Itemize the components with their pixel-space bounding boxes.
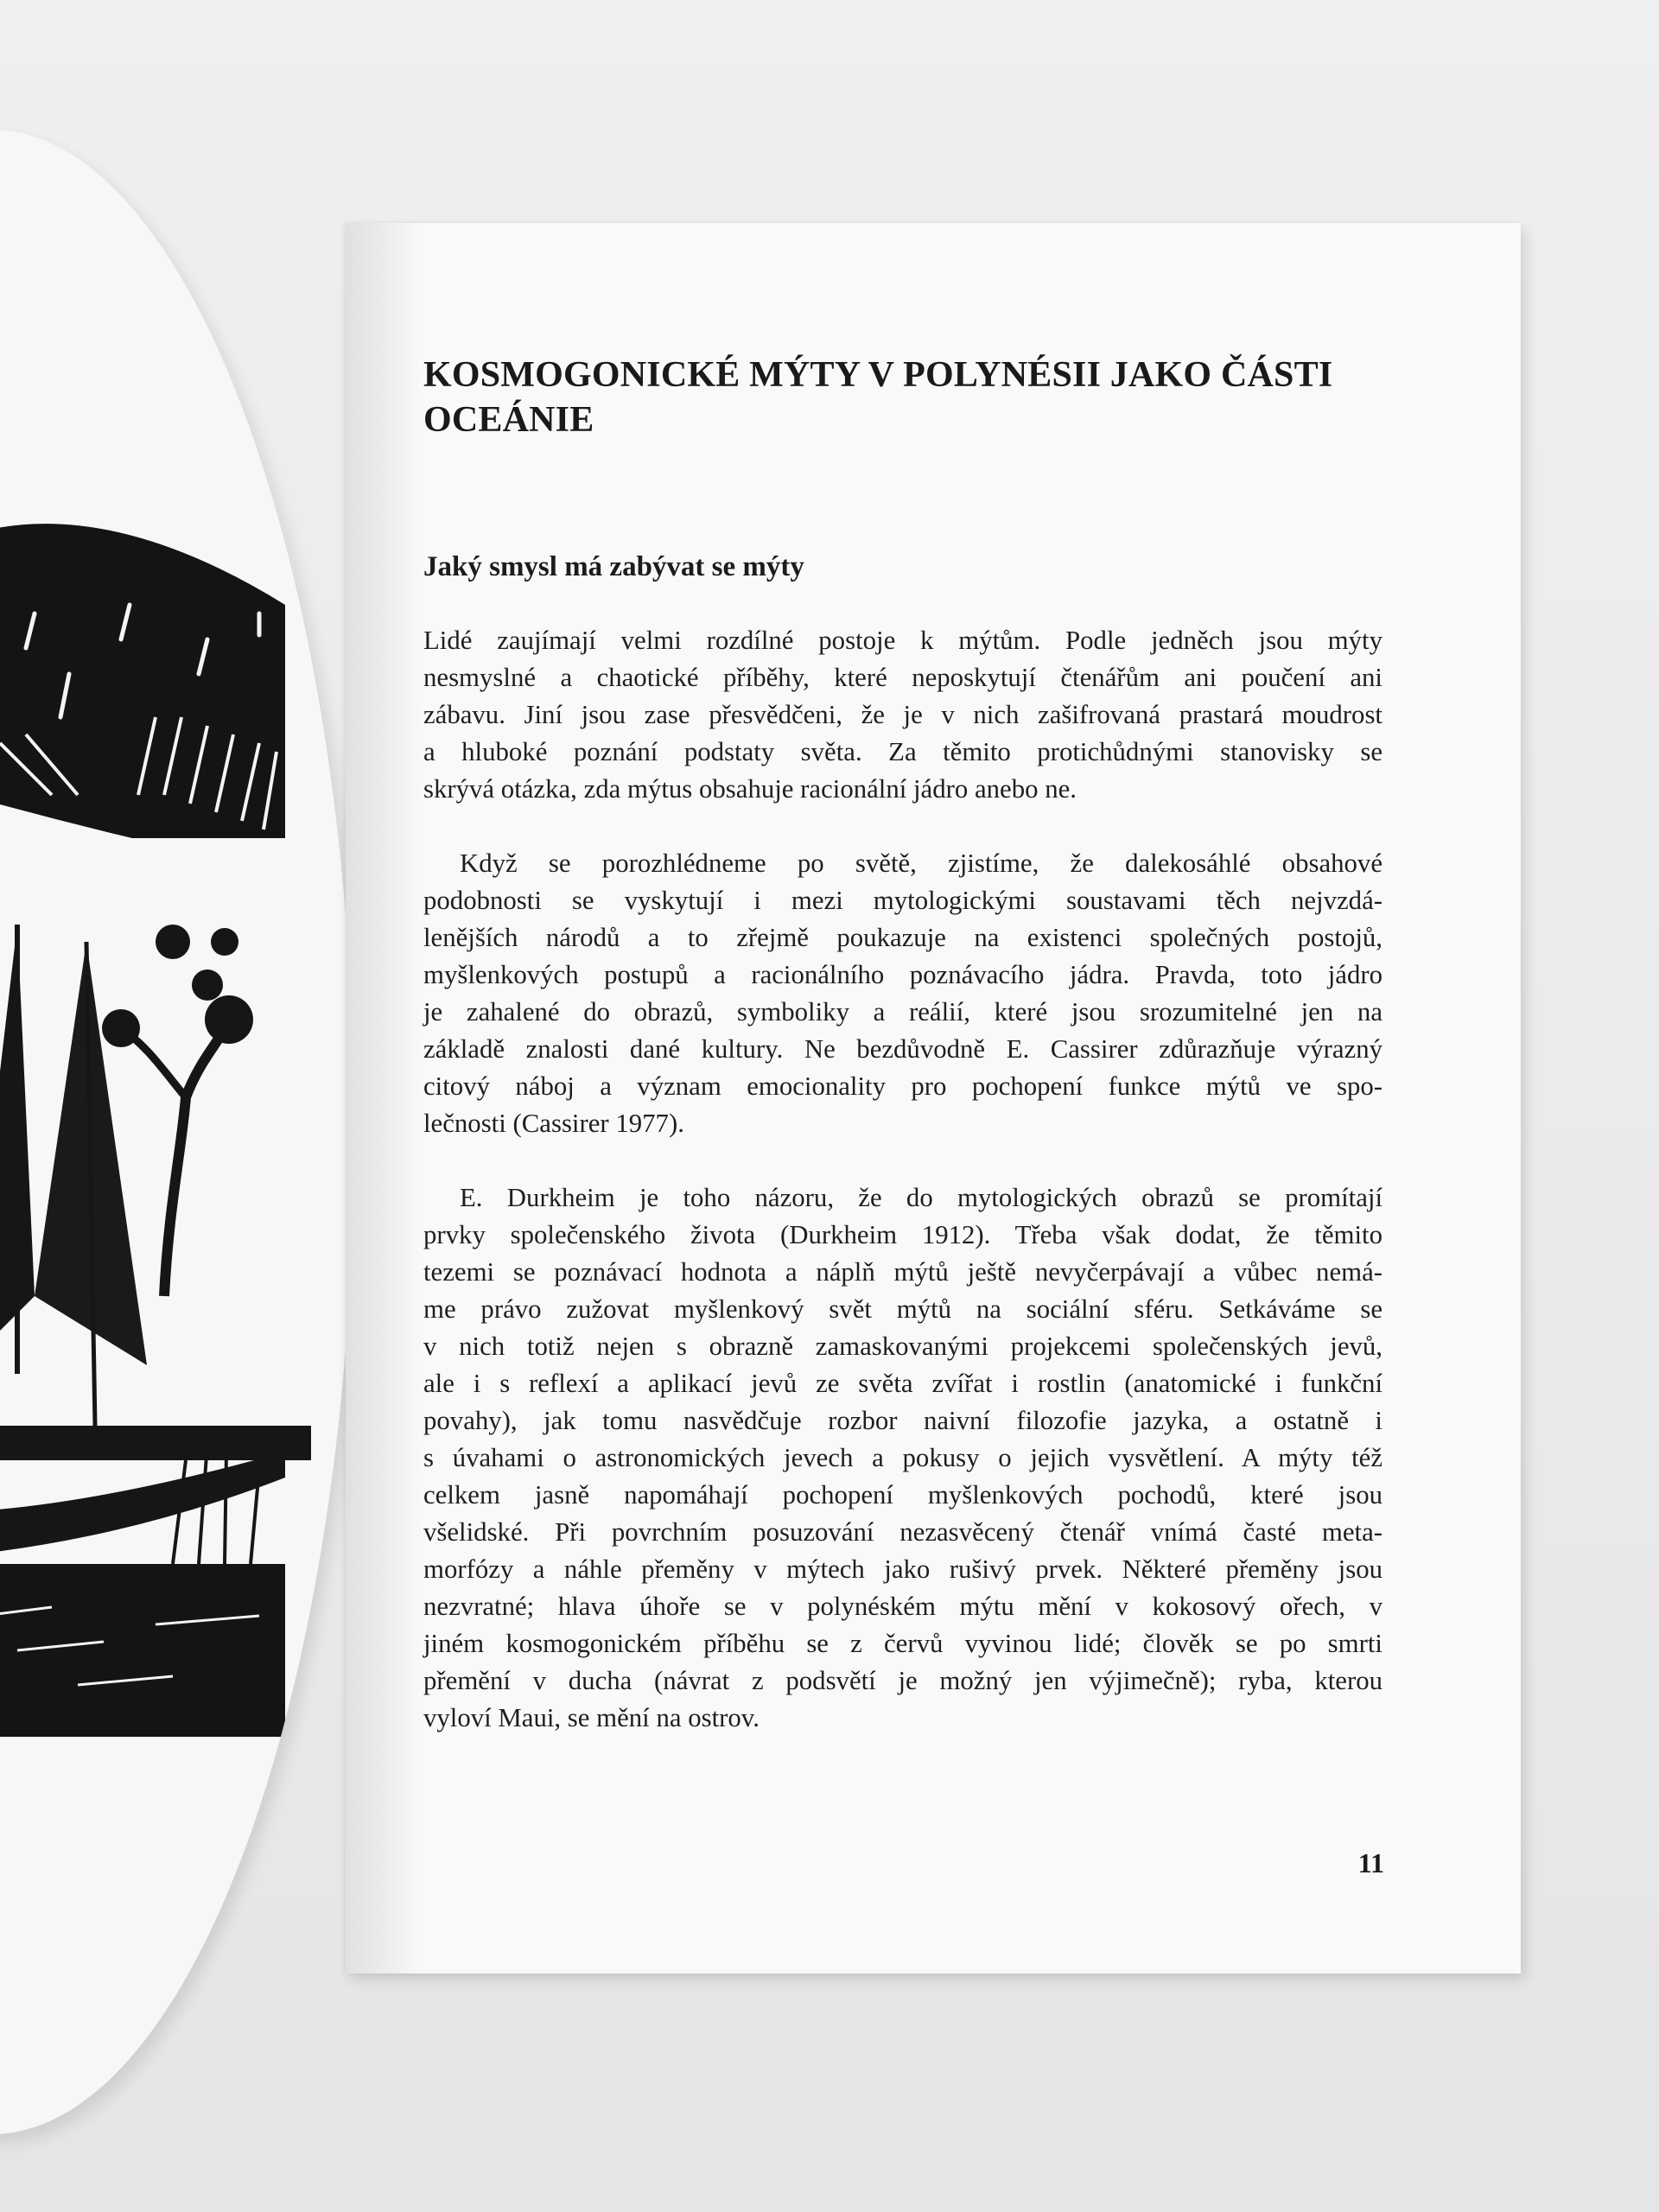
paragraph-3 [423,1179,1382,1737]
text-line: přemění v ducha (návrat z podsvětí je možný jen výjimečně); ryba, kterou [423,1666,1382,1695]
chapter-title-line-2: OCEÁNIE [423,400,594,440]
text-line: lečnosti (Cassirer 1977). [423,1109,684,1138]
text-line: základě znalosti dané kultury. Ne bezdůvodně E. Cassirer zdůrazňuje výrazný [423,1034,1382,1064]
text-line: E. Durkheim je toho názoru, že do mytologických obrazů se promítají [460,1183,1382,1212]
chapter-title [423,353,1374,442]
paragraph-1 [423,622,1382,808]
text-line: zábavu. Jiní jsou zase přesvědčeni, že je v nich zašifrovaná prastará moudrost [423,700,1382,729]
page-number: 11 [1357,1847,1384,1878]
woodcut-boat-and-palm-image [0,389,311,1771]
text-line: nezvratné; hlava úhoře se v polynéském mýtu mění v kokosový ořech, v [423,1592,1382,1621]
text-line: v nich totiž nejen s obrazně zamaskovanými projekcemi společenských jevů, [423,1332,1382,1361]
section-heading: Jaký smysl má zabývat se mýty [423,551,804,582]
text-line: všelidské. Při povrchním posuzování nezasvěcený čtenář vnímá časté meta- [423,1517,1382,1547]
text-line: Lidé zaujímají velmi rozdílné postoje k mýtům. Podle jedněch jsou mýty [423,626,1382,655]
text-line: skrývá otázka, zda mýtus obsahuje racionální jádro anebo ne. [423,774,1077,804]
text-line: jiném kosmogonickém příběhu se z červů vyvinou lidé; člověk se po smrti [423,1629,1382,1658]
text-line: citový náboj a význam emocionality pro pochopení funkce mýtů ve spo- [423,1071,1382,1101]
text-line: nesmyslné a chaotické příběhy, které neposkytují čtenářům ani poučení ani [423,663,1382,692]
text-line: a hluboké poznání podstaty světa. Za těmito protichůdnými stanovisky se [423,737,1382,766]
text-line: lenějších národů a to zřejmě poukazuje na existenci společných postojů, [423,923,1382,952]
text-line: vyloví Maui, se mění na ostrov. [423,1703,760,1732]
right-page [346,223,1521,1974]
text-line: me právo zužovat myšlenkový svět mýtů na sociální sféru. Setkáváme se [423,1294,1382,1324]
woodcut-illustration [0,389,311,1771]
gutter-shadow [346,223,423,1974]
text-line: morfózy a náhle přeměny v mýtech jako rušivý prvek. Některé přeměny jsou [423,1554,1382,1584]
text-line: Když se porozhlédneme po světě, zjistíme, že dalekosáhlé obsahové [460,849,1382,878]
text-line: s úvahami o astronomických jevech a pokusy o jejich vysvětlení. A mýty též [423,1443,1382,1472]
text-line: myšlenkových postupů a racionálního poznávacího jádra. Pravda, toto jádro [423,960,1382,989]
left-page [0,130,354,2134]
text-line: je zahalené do obrazů, symboliky a reálií, které jsou srozumitelné jen na [423,997,1382,1027]
text-line: podobnosti se vyskytují i mezi mytologickými soustavami těch nejvzdá- [423,886,1382,915]
text-line: povahy), jak tomu nasvědčuje rozbor naivní filozofie jazyka, a ostatně i [423,1406,1382,1435]
text-line: celkem jasně napomáhají pochopení myšlenkových pochodů, které jsou [423,1480,1382,1510]
text-line: ale i s reflexí a aplikací jevů ze světa zvířat i rostlin (anatomické i funkční [423,1369,1382,1398]
text-line: tezemi se poznávací hodnota a náplň mýtů ještě nevyčerpávají a vůbec nemá- [423,1257,1382,1287]
chapter-title-line-1: KOSMOGONICKÉ MÝTY V POLYNÉSII JAKO ČÁSTI [423,355,1333,395]
text-line: prvky společenského života (Durkheim 1912). Třeba však dodat, že těmito [423,1220,1382,1249]
body-text [423,622,1382,1774]
paragraph-2 [423,845,1382,1142]
